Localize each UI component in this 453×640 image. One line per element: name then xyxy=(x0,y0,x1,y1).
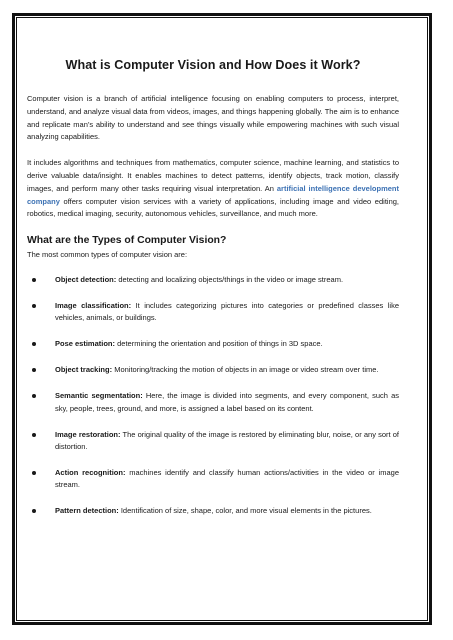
bullet-icon xyxy=(32,304,36,308)
paragraph-techniques-text-end: offers computer vision services with a variety of applications, including image and video editing, robotics, medical imaging, security, autonomous vehicles, surveillance, and much more. xyxy=(27,196,399,219)
section-heading-types: What are the Types of Computer Vision? xyxy=(27,235,227,247)
bullet-icon xyxy=(32,394,36,398)
bullet-icon xyxy=(32,342,36,346)
list-item xyxy=(27,467,399,492)
list-item-text: Identification of size, shape, color, and more visual elements in the pictures. xyxy=(118,506,372,516)
list-item-term: Image classification: xyxy=(55,301,132,311)
paragraph-techniques xyxy=(27,157,399,221)
list-item-text: detecting and localizing objects/things in the video or image stream. xyxy=(116,275,344,285)
list-item-text: determining the orientation and position of things in 3D space. xyxy=(115,339,323,349)
paragraph-intro: Computer vision is a branch of artificial intelligence focusing on enabling computers to process, interpret, understand, and analyze visual data from videos, images, and things happening globally. The aim is to enhance and replicate man’s ability to understand and see things visually while empowering machines with such visual analyzing capabilities. xyxy=(27,94,399,142)
section-intro: The most common types of computer vision are: xyxy=(27,250,188,260)
list-item-text: Monitoring/tracking the motion of objects in an image or video stream over time. xyxy=(112,365,379,375)
bullet-icon xyxy=(32,433,36,437)
ai-development-company-link[interactable]: artificial intelligence development company xyxy=(27,183,400,206)
list-item-term: Semantic segmentation: xyxy=(55,391,143,401)
list-item-text: It includes categorizing pictures into categories or predefined classes like vehicles, animals, or buildings. xyxy=(55,301,400,323)
list-item xyxy=(27,300,399,325)
list-item-text: Here, the image is divided into segments, and every component, such as sky, people, trees, ground, and more, is assigned a label based on its content. xyxy=(55,391,399,413)
list-item xyxy=(27,364,399,376)
types-list xyxy=(27,274,399,517)
bullet-icon xyxy=(32,471,36,475)
list-item-term: Action recognition: xyxy=(55,467,126,477)
bullet-icon xyxy=(32,278,36,282)
list-item xyxy=(27,505,399,517)
list-item-term: Object tracking: xyxy=(55,365,113,375)
list-item xyxy=(27,338,399,350)
bullet-icon xyxy=(32,368,36,372)
list-item xyxy=(27,390,399,415)
document-title: What is Computer Vision and How Does it Work? xyxy=(65,58,361,72)
paragraph-techniques-text-start: It includes algorithms and techniques from mathematics, computer science, machine learning, and statistics to derive valuable data/insight. It enables machines to detect patterns, identify objects, track motion, classify images, and perform many other tasks requiring visual interpretation. An xyxy=(27,158,399,193)
document-content xyxy=(27,58,399,531)
bullet-icon xyxy=(32,509,36,513)
list-item-term: Pattern detection: xyxy=(55,506,119,516)
list-item-term: Object detection: xyxy=(55,275,117,285)
list-item xyxy=(27,429,399,454)
list-item-term: Image restoration: xyxy=(55,429,121,439)
list-item-text: machines identify and classify human actions/activities in the video or image stream. xyxy=(55,467,399,490)
list-item-text: The original quality of the image is restored by eliminating blur, noise, or any sort of distortion. xyxy=(55,429,399,451)
list-item xyxy=(27,274,399,286)
list-item-term: Pose estimation: xyxy=(55,339,116,349)
